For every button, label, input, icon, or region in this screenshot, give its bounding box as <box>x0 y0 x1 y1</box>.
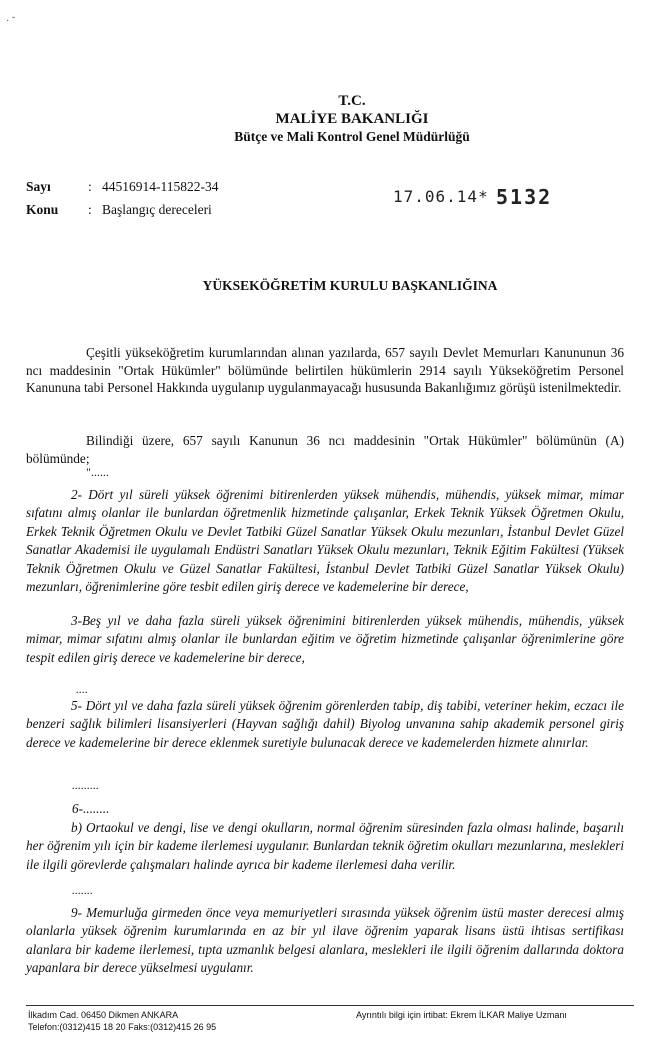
meta-colon: : <box>88 179 92 194</box>
sayi-value: 44516914-115822-34 <box>102 179 219 194</box>
meta-colon: : <box>88 202 92 217</box>
konu-value: Başlangıç dereceleri <box>102 202 212 217</box>
paragraph-1: Çeşitli yükseköğretim kurumlarından alınan yazılarda, 657 sayılı Devlet Memurları Kanununun 36 ncı maddesinin "Ortak Hükümler" bölümünde belirtilen hükümlerin 2914 sayılı Yükseköğretim Personel Kanununa tabi Personel Hakkında uygulanıp uygulanmayacağı hususunda Bakanlığımız görüşü istenilmektedir. <box>26 345 624 396</box>
meta-sayi-row <box>26 175 219 198</box>
ellipsis-b: ......... <box>72 778 99 792</box>
letterhead <box>0 92 660 145</box>
received-stamp-number: 5132 <box>496 185 553 209</box>
quote-item-2: 2- Dört yıl süreli yüksek öğrenimi bitirenlerden yüksek mühendis, mühendis, yüksek mimar, mimar sıfatını almış olanlar ile bunlardan öğretmenlik hizmetinde çalışanlar, Erkek Teknik Yüksek Öğretmen Okulu, Erkek Teknik Öğretmen Okulu ve Devlet Tatbiki Güzel Sanatlar Yüksek Okulu mezunları, İstanbul Devlet Güzel Sanatlar Akademisi ile uygulamalı Endüstri Sanatları Yüksek Okulu mezunları, Teknik Eğitim Fakültesi (Yüksek Teknik Öğretmen Okulu ve Güzel Sanatlar Fakültesi, İstanbul Devlet Tatbiki Güzel Sanatlar Yüksek Okulu) mezunları, öğrenimlerine göre tesbit edilen giriş derece ve kademelerine bir derece, <box>26 487 624 595</box>
quote-item-9: 9- Memurluğa girmeden önce veya memuriyetleri sırasında yüksek öğrenim üstü master derecesi almış olanlarla yüksek öğrenim kurumlarında en az bir yıl ilave öğrenim yaparak lisans üstü ihtisas sertifikası alanlara bir kademe ilerlemesi, tıpta uzmanlık belgesi alanlara, meslekleri ile ilgili öğrenim dallarında doktora yapanlara bir derece yükselmesi uygulanır. <box>26 905 624 976</box>
ellipsis-c: ....... <box>72 883 93 897</box>
quote-open: "...... <box>86 465 109 479</box>
paragraph-2: Bilindiği üzere, 657 sayılı Kanunun 36 ncı maddesinin "Ortak Hükümler" bölümünün (A) bölümünde; <box>26 433 624 466</box>
quote-item-5: 5- Dört yıl ve daha fazla süreli yüksek öğrenim görenlerden tabip, diş tabibi, veteriner hekim, eczacı ile benzeri sağlık bilimleri lisansiyerleri (Hayvan sağlığı dahil) Biyolog unvanına sahip akademik personel giriş derece ve kademelerine bir derece eklenmek suretiyle bulunacak derece ve kademelerden hizmete alınırlar. <box>26 698 624 750</box>
corner-mark: · ˘ <box>6 16 16 27</box>
footer-address: İlkadım Cad. 06450 Dikmen ANKARA <box>28 1010 179 1020</box>
quote-item-6b: b) Ortaokul ve dengi, lise ve dengi okulların, normal öğrenim süresinden fazla olması halinde, başarılı her öğrenim yılı için bir kademe ilerlemesi uygulanır. Bunlardan teknik öğretim okulları mezunlarına, meslekleri ile ilgili görevlerde çalışmaları halinde ayrıca bir kademe ilerlemesi daha verilir. <box>26 820 624 872</box>
footer-divider <box>26 1005 634 1006</box>
document-meta <box>26 175 219 221</box>
footer-contact: Ayrıntılı bilgi için irtibat: Ekrem İLKAR Maliye Uzmanı <box>356 1010 567 1020</box>
header-directorate: Bütçe ve Mali Kontrol Genel Müdürlüğü <box>234 129 470 144</box>
footer-phones: Telefon:(0312)415 18 20 Faks:(0312)415 26 95 <box>28 1022 217 1032</box>
meta-konu-row <box>26 198 219 221</box>
quote-item-3: 3-Beş yıl ve daha fazla süreli yüksek öğrenimini bitirenlerden yüksek mühendis, mühendis, yüksek mimar, mimar sıfatını almış olanlar ile bunlardan eğitim ve öğretim hizmetinde çalışanlar öğrenimlerine göre tespit edilen giriş derece ve kademelerine bir derece, <box>26 613 624 665</box>
header-ministry: MALİYE BAKANLIĞI <box>275 111 429 127</box>
quote-item-6: 6-........ <box>72 801 110 816</box>
addressee: YÜKSEKÖĞRETİM KURULU BAŞKANLIĞINA <box>202 278 498 293</box>
received-stamp-date: 17.06.14* <box>393 187 489 206</box>
header-country: T.C. <box>338 93 366 109</box>
footer-address-block <box>28 1009 216 1033</box>
konu-label: Konu <box>26 202 59 217</box>
ellipsis-a: .... <box>76 682 88 696</box>
sayi-label: Sayı <box>26 179 51 194</box>
